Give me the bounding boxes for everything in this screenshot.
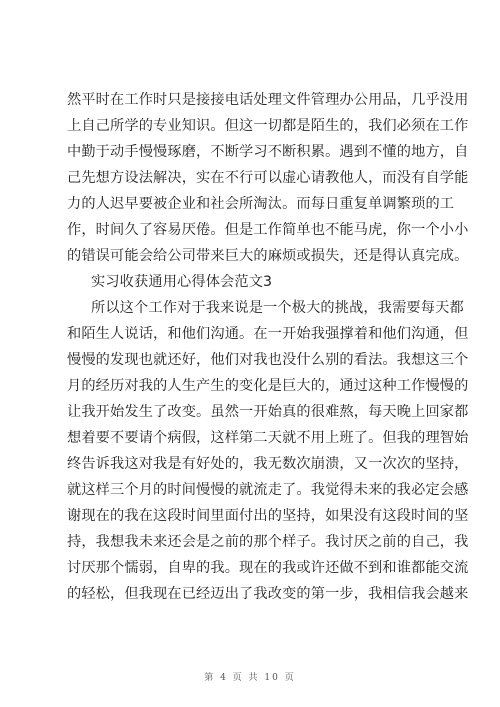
text-line: 所以这个工作对于我来说是一个极大的挑战，我需要每天都 [91, 300, 464, 316]
text-line: 讨厌那个懦弱，自卑的我。现在的我或许还做不到和谁都能交流 [67, 560, 469, 576]
text-line: 谢现在的我在这段时间里面付出的坚持，如果没有这段时间的坚 [67, 508, 469, 524]
text-line: 和陌生人说话，和他们沟通。在一开始我强撑着和他们沟通，但 [67, 326, 469, 342]
text-line: 的错误可能会给公司带来巨大的麻烦或损失，还是得认真完成。 [67, 248, 469, 264]
text-line: 力的人迟早要被企业和社会所淘汰。而每日重复单调繁琐的工 [67, 196, 455, 212]
text-line: 中勤于动手慢慢琢磨，不断学习不断积累。遇到不懂的地方，自 [67, 144, 469, 160]
text-line: 持，我想我未来还会是之前的那个样子。我讨厌之前的自己，我 [67, 534, 469, 550]
text-line: 上自己所学的专业知识。但这一切都是陌生的，我们必须在工作 [67, 118, 469, 134]
page-footer: 第 4 页 共 10 页 [204, 673, 296, 683]
text-line: 让我开始发生了改变。虽然一开始真的很难熬，每天晚上回家都 [67, 404, 469, 420]
section-heading: 实习收获通用心得体会范文3 [91, 274, 273, 290]
text-line: 终告诉我这对我是有好处的，我无数次崩溃，又一次次的坚持， [67, 456, 469, 472]
text-line: 想着要不要请个病假，这样第二天就不用上班了。但我的理智始 [67, 430, 469, 446]
text-line: 己先想方设法解决，实在不行可以虚心请教他人，而没有自学能 [67, 170, 469, 186]
text-line: 月的经历对我的人生产生的变化是巨大的，通过这种工作慢慢的 [67, 378, 469, 394]
text-line: 就这样三个月的时间慢慢的就流走了。我觉得未来的我必定会感 [67, 482, 469, 498]
text-line: 慢慢的发现也就还好，他们对我也没什么别的看法。我想这三个 [67, 352, 469, 368]
text-line: 的轻松，但我现在已经迈出了我改变的第一步，我相信我会越来 [67, 586, 469, 602]
text-line: 然平时在工作时只是接接电话处理文件管理办公用品，几乎没用 [67, 92, 469, 108]
text-line: 作，时间久了容易厌倦。但是工作简单也不能马虎，你一个小小 [67, 222, 469, 238]
